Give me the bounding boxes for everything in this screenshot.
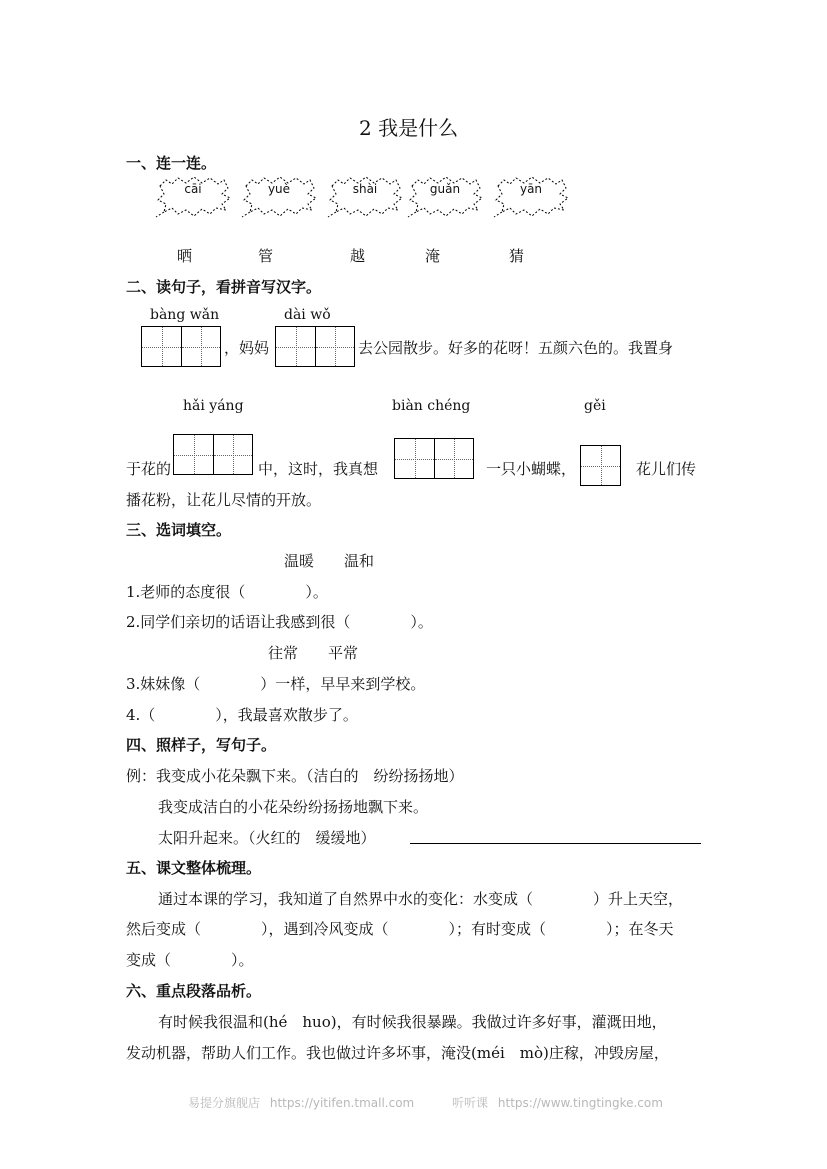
pinyin-5: yān <box>519 182 543 196</box>
tianzige-box-4[interactable] <box>394 438 474 479</box>
tianzige-box-5[interactable] <box>580 445 621 486</box>
section1-heading: 一、连一连。 <box>126 154 217 172</box>
footer-watermark <box>188 1094 663 1111</box>
writing-cell[interactable] <box>581 446 620 485</box>
leaf-card-4 <box>406 176 484 218</box>
hanzi-5: 猜 <box>509 247 525 265</box>
footer-shop-name: 易提分旗舰店 <box>188 1096 261 1110</box>
hanzi-3: 越 <box>350 247 366 265</box>
footer-course-name: 听听课 <box>452 1096 489 1110</box>
exercise-prompt: 太阳升起来。（火红的 缓缓地） <box>158 829 376 847</box>
pinyin-gei: gěi <box>584 398 606 414</box>
writing-cell[interactable] <box>213 435 252 474</box>
section6-heading: 六、重点段落品析。 <box>126 982 262 1000</box>
section5-heading: 五、课文整体梳理。 <box>126 859 262 877</box>
section3-heading: 三、选词填空。 <box>126 521 232 539</box>
pinyin-2: yuè <box>267 182 291 196</box>
leaf-card-5 <box>492 176 570 218</box>
question-4: 4.（ ），我最喜欢散步了。 <box>126 706 358 724</box>
leaf-card-1 <box>154 176 232 218</box>
hanzi-4: 淹 <box>425 247 441 265</box>
example-sentence: 例：我变成小花朵飘下来。（洁白的 纷纷扬扬地） <box>126 767 464 785</box>
sentence-part: 一只小蝴蝶， <box>486 460 577 478</box>
passage-line-2: 发动机器，帮助人们工作。我也做过许多坏事，淹没(méi mò)庄稼，冲毁房屋， <box>126 1044 669 1062</box>
pinyin-bangwan: bàng wǎn <box>150 307 220 323</box>
pinyin-daiwo: dài wǒ <box>284 307 331 323</box>
example-answer: 我变成洁白的小花朵纷纷扬扬地飘下来。 <box>158 798 429 816</box>
pinyin-haiyang: hǎi yáng <box>183 398 244 414</box>
writing-cell[interactable] <box>434 439 473 478</box>
writing-cell[interactable] <box>395 439 434 478</box>
section4-heading: 四、照样子，写句子。 <box>126 736 277 754</box>
footer-course-url: https://www.tingtingke.com <box>497 1096 663 1110</box>
writing-cell[interactable] <box>315 327 354 366</box>
answer-line[interactable] <box>410 843 701 844</box>
question-1: 1.老师的态度很（ ）。 <box>126 583 328 601</box>
question-3: 3.妹妹像（ ）一样，早早来到学校。 <box>126 675 426 693</box>
summary-line-2: 然后变成（ ），遇到冷风变成（ ）；有时变成（ ）；在冬天 <box>126 920 674 938</box>
writing-cell[interactable] <box>142 327 181 366</box>
writing-cell[interactable] <box>276 327 315 366</box>
pinyin-1: cāi <box>184 182 202 196</box>
writing-cell[interactable] <box>174 435 213 474</box>
tianzige-box-2[interactable] <box>275 326 355 367</box>
word-choices-2: 往常 平常 <box>268 644 359 662</box>
summary-line-3: 变成（ ）。 <box>126 951 254 969</box>
leaf-card-3 <box>326 176 404 218</box>
footer-shop-url: https://yitifen.tmall.com <box>269 1096 415 1110</box>
pinyin-4: guǎn <box>429 182 461 196</box>
sentence-part: 播花粉，让花儿尽情的开放。 <box>126 491 322 509</box>
sentence-part: 去公园散步。好多的花呀！五颜六色的。我置身 <box>358 339 674 357</box>
question-2: 2.同学们亲切的话语让我感到很（ ）。 <box>126 613 433 631</box>
section2-heading: 二、读句子，看拼音写汉字。 <box>126 278 322 296</box>
summary-line-1: 通过本课的学习，我知道了自然界中水的变化：水变成（ ）升上天空， <box>158 890 684 908</box>
tianzige-box-3[interactable] <box>173 434 253 475</box>
pinyin-bianchang: biàn chéng <box>392 398 471 414</box>
sentence-part: ，妈妈 <box>224 339 270 357</box>
word-choices-1: 温暖 温和 <box>284 552 375 570</box>
pinyin-3: shài <box>352 182 378 196</box>
passage-line-1: 有时候我很温和(hé huo)，有时候我很暴躁。我做过许多好事，灌溉田地， <box>158 1013 667 1031</box>
writing-cell[interactable] <box>181 327 220 366</box>
hanzi-2: 管 <box>258 247 274 265</box>
page-title: 2 我是什么 <box>359 116 459 140</box>
leaf-card-2 <box>240 176 318 218</box>
sentence-part: 花儿们传 <box>636 460 697 478</box>
sentence-part: 中，这时，我真想 <box>258 460 379 478</box>
hanzi-1: 晒 <box>177 247 193 265</box>
tianzige-box-1[interactable] <box>141 326 221 367</box>
sentence-part: 于花的 <box>126 460 172 478</box>
